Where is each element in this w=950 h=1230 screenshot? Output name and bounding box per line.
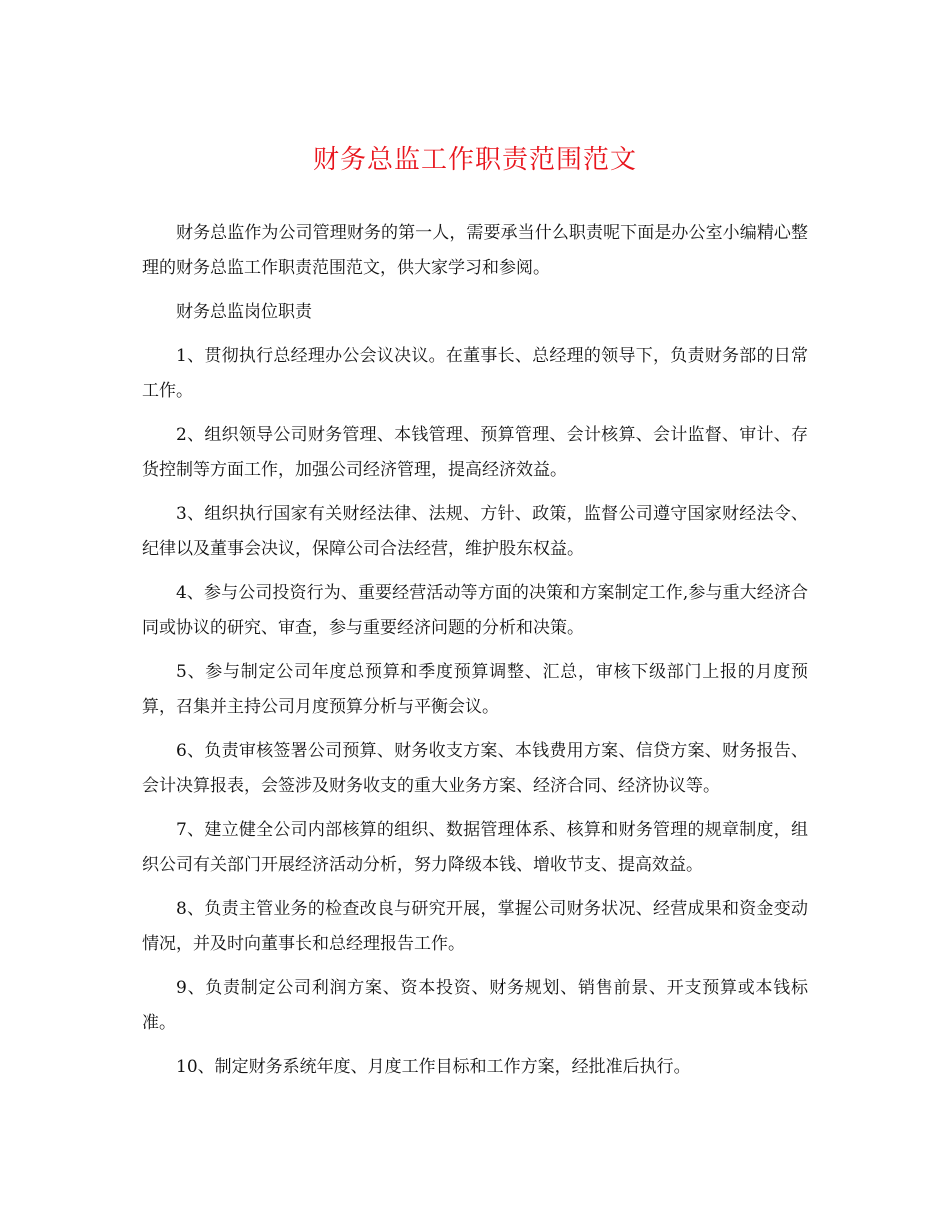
duty-item-1: 1、贯彻执行总经理办公会议决议。在董事长、总经理的领导下，负责财务部的日常工作。 bbox=[142, 346, 808, 401]
duty-item-3: 3、组织执行国家有关财经法律、法规、方针、政策，监督公司遵守国家财经法令、纪律以及董事会决议，保障公司合法经营，维护股东权益。 bbox=[142, 504, 808, 559]
section-heading: 财务总监岗位职责 bbox=[176, 302, 312, 322]
duty-item-6: 6、负责审核签署公司预算、财务收支方案、本钱费用方案、信贷方案、财务报告、会计决算报表，会签涉及财务收支的重大业务方案、经济合同、经济协议等。 bbox=[142, 741, 808, 796]
duty-item-2: 2、组织领导公司财务管理、本钱管理、预算管理、会计核算、会计监督、审计、存货控制等方面工作，加强公司经济管理，提高经济效益。 bbox=[142, 425, 808, 480]
duty-item-5: 5、参与制定公司年度总预算和季度预算调整、汇总，审核下级部门上报的月度预算，召集并主持公司月度预算分析与平衡会议。 bbox=[142, 662, 808, 717]
duty-item-9: 9、负责制定公司利润方案、资本投资、财务规划、销售前景、开支预算或本钱标准。 bbox=[142, 978, 808, 1033]
document-title: 财务总监工作职责范围范文 bbox=[312, 145, 637, 175]
duty-item-4: 4、参与公司投资行为、重要经营活动等方面的决策和方案制定工作,参与重大经济合同或协议的研究、审查，参与重要经济问题的分析和决策。 bbox=[142, 583, 808, 638]
document-body bbox=[142, 216, 808, 1094]
intro-paragraph: 财务总监作为公司管理财务的第一人，需要承当什么职责呢下面是办公室小编精心整理的财务总监工作职责范围范文，供大家学习和参阅。 bbox=[142, 223, 808, 278]
duty-item-7: 7、建立健全公司内部核算的组织、数据管理体系、核算和财务管理的规章制度，组织公司有关部门开展经济活动分析，努力降级本钱、增收节支、提高效益。 bbox=[142, 820, 808, 875]
duty-item-10: 10、制定财务系统年度、月度工作目标和工作方案，经批准后执行。 bbox=[176, 1057, 691, 1077]
duty-item-8: 8、负责主管业务的检查改良与研究开展，掌握公司财务状况、经营成果和资金变动情况，并及时向董事长和总经理报告工作。 bbox=[142, 899, 808, 954]
